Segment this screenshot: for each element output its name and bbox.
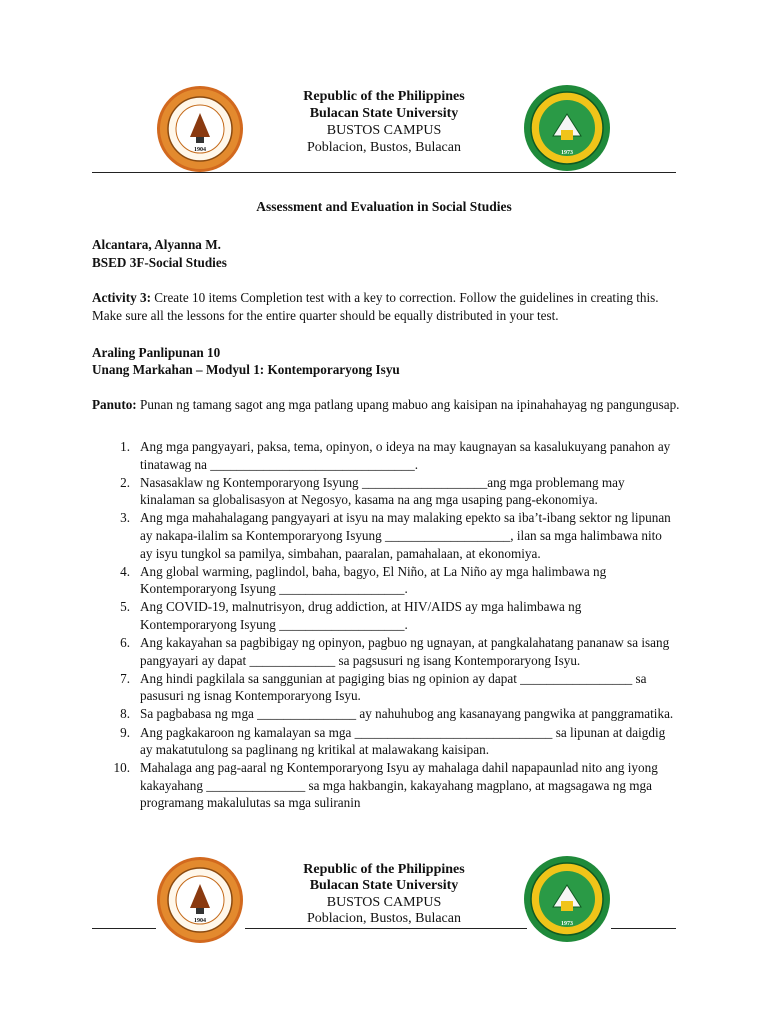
test-item xyxy=(92,598,674,633)
item-text: Ang global warming, paglindol, baha, bagyo, El Niño, at La Niño ay mga halimbawa ng Kontemporaryong Isyung ___________________. xyxy=(140,563,607,597)
item-text: Mahalaga ang pag-aaral ng Kontemporaryong Isyu ay mahalaga dahil napapaunlad nito ang iyong kakayahang _______________ sa mga hakbangin, kakayahang magplano, at magsagawa ng mga programang makalulutas sa mga suliranin xyxy=(140,760,658,811)
item-text: Ang pagkakaroon ng kamalayan sa mga ______________________________ sa lipunan at daigdig ay makatutulong sa paglinang ng kritikal at malawakang kaisipan. xyxy=(140,724,666,758)
directions-label: Panuto: xyxy=(92,397,137,412)
bottom-header-campus: BUSTOS CAMPUS xyxy=(326,895,442,910)
item-number: 9. xyxy=(120,724,130,740)
item-number: 5. xyxy=(120,599,130,615)
test-item xyxy=(92,563,674,598)
course-title: Assessment and Evaluation in Social Studies xyxy=(256,199,512,214)
test-item xyxy=(92,438,674,473)
bottom-header-republic: Republic of the Philippines xyxy=(303,862,465,877)
item-number: 1. xyxy=(120,439,130,454)
student-section: BSED 3F-Social Studies xyxy=(92,255,227,270)
bottom-right-logo-year: 1973 xyxy=(561,921,573,927)
header-republic: Republic of the Philippines xyxy=(303,89,465,104)
test-item xyxy=(92,474,674,509)
item-number: 8. xyxy=(120,706,130,722)
activity-label: Activity 3: xyxy=(92,290,151,305)
item-number: 7. xyxy=(120,670,130,686)
test-item xyxy=(92,670,674,705)
item-text: Ang kakayahan sa pagbibigay ng opinyon, pagbuo ng ugnayan, at pangkalahatang pananaw sa isang pangyayari ay dapat _____________ sa pagsusuri ng isang Kontemporaryong Isyu. xyxy=(140,635,670,668)
header-divider xyxy=(92,172,676,173)
left-logo-year: 1904 xyxy=(194,147,206,153)
bottom-header-address: Poblacion, Bustos, Bulacan xyxy=(307,911,461,926)
test-item xyxy=(92,705,674,723)
student-name: Alcantara, Alyanna M. xyxy=(92,237,221,252)
test-item xyxy=(92,634,674,669)
bottom-divider-left xyxy=(92,928,156,929)
subject-module: Unang Markahan – Modyul 1: Kontemporaryong Isyu xyxy=(92,362,400,377)
bottom-left-logo-year: 1904 xyxy=(194,918,206,924)
directions xyxy=(92,396,682,414)
test-item xyxy=(92,509,674,562)
test-item xyxy=(92,724,674,759)
completion-test-items xyxy=(92,438,674,812)
directions-text: Punan ng tamang sagot ang mga patlang upang mabuo ang kaisipan na ipinahahayag ng pangungusap. xyxy=(140,397,680,412)
bottom-header-university: Bulacan State University xyxy=(309,878,459,893)
right-logo-year: 1973 xyxy=(561,150,573,156)
header-university: Bulacan State University xyxy=(309,106,459,121)
item-text: Sa pagbabasa ng mga _______________ ay nahuhubog ang kasanayang pangwika at panggramatika. xyxy=(140,706,674,722)
header-campus: BUSTOS CAMPUS xyxy=(326,123,442,138)
bottom-divider-right xyxy=(611,928,676,929)
header-address: Poblacion, Bustos, Bulacan xyxy=(307,140,461,155)
item-number: 2. xyxy=(120,474,130,490)
activity-text: Create 10 items Completion test with a key to correction. Follow the guidelines in creating this. Make sure all the lessons for the entire quarter should be equally distributed in your test. xyxy=(92,290,659,323)
subject-title: Araling Panlipunan 10 xyxy=(92,345,221,360)
item-text: Ang mga pangyayari, paksa, tema, opinyon, o ideya na may kaugnayan sa kasalukuyang panahon ay tinatawag na _______________________________. xyxy=(140,439,671,472)
item-number: 4. xyxy=(120,563,130,579)
item-text: Ang mga mahahalagang pangyayari at isyu na may malaking epekto sa iba’t-ibang sektor ng lipunan ay nakapa-ilalim sa Kontemporaryong Isyung ___________________, ilan sa mga halimbawa nito ay isyu tungkol sa pamilya, simbahan, paaralan, pamahalaan, at ekonomiya. xyxy=(140,510,671,561)
item-text: Nasasaklaw ng Kontemporaryong Isyung ___________________ang mga problemang may kinalaman sa globalisasyon at Negosyo, kasama na ang mga usaping pang-ekonomiya. xyxy=(140,474,625,508)
bottom-divider-center xyxy=(245,928,527,929)
item-text: Ang COVID-19, malnutrisyon, drug addiction, at HIV/AIDS ay mga halimbawa ng Kontemporaryong Isyung ___________________. xyxy=(140,599,582,632)
test-item xyxy=(92,759,674,812)
item-number: 3. xyxy=(120,510,130,526)
item-number: 6. xyxy=(120,635,130,651)
activity-instructions xyxy=(92,289,682,324)
item-text: Ang hindi pagkilala sa sanggunian at pagiging bias ng opinion ay dapat _________________ sa pasusuri ng isnag Kontemporaryong Isyu. xyxy=(140,670,647,704)
item-number: 10. xyxy=(113,760,130,776)
